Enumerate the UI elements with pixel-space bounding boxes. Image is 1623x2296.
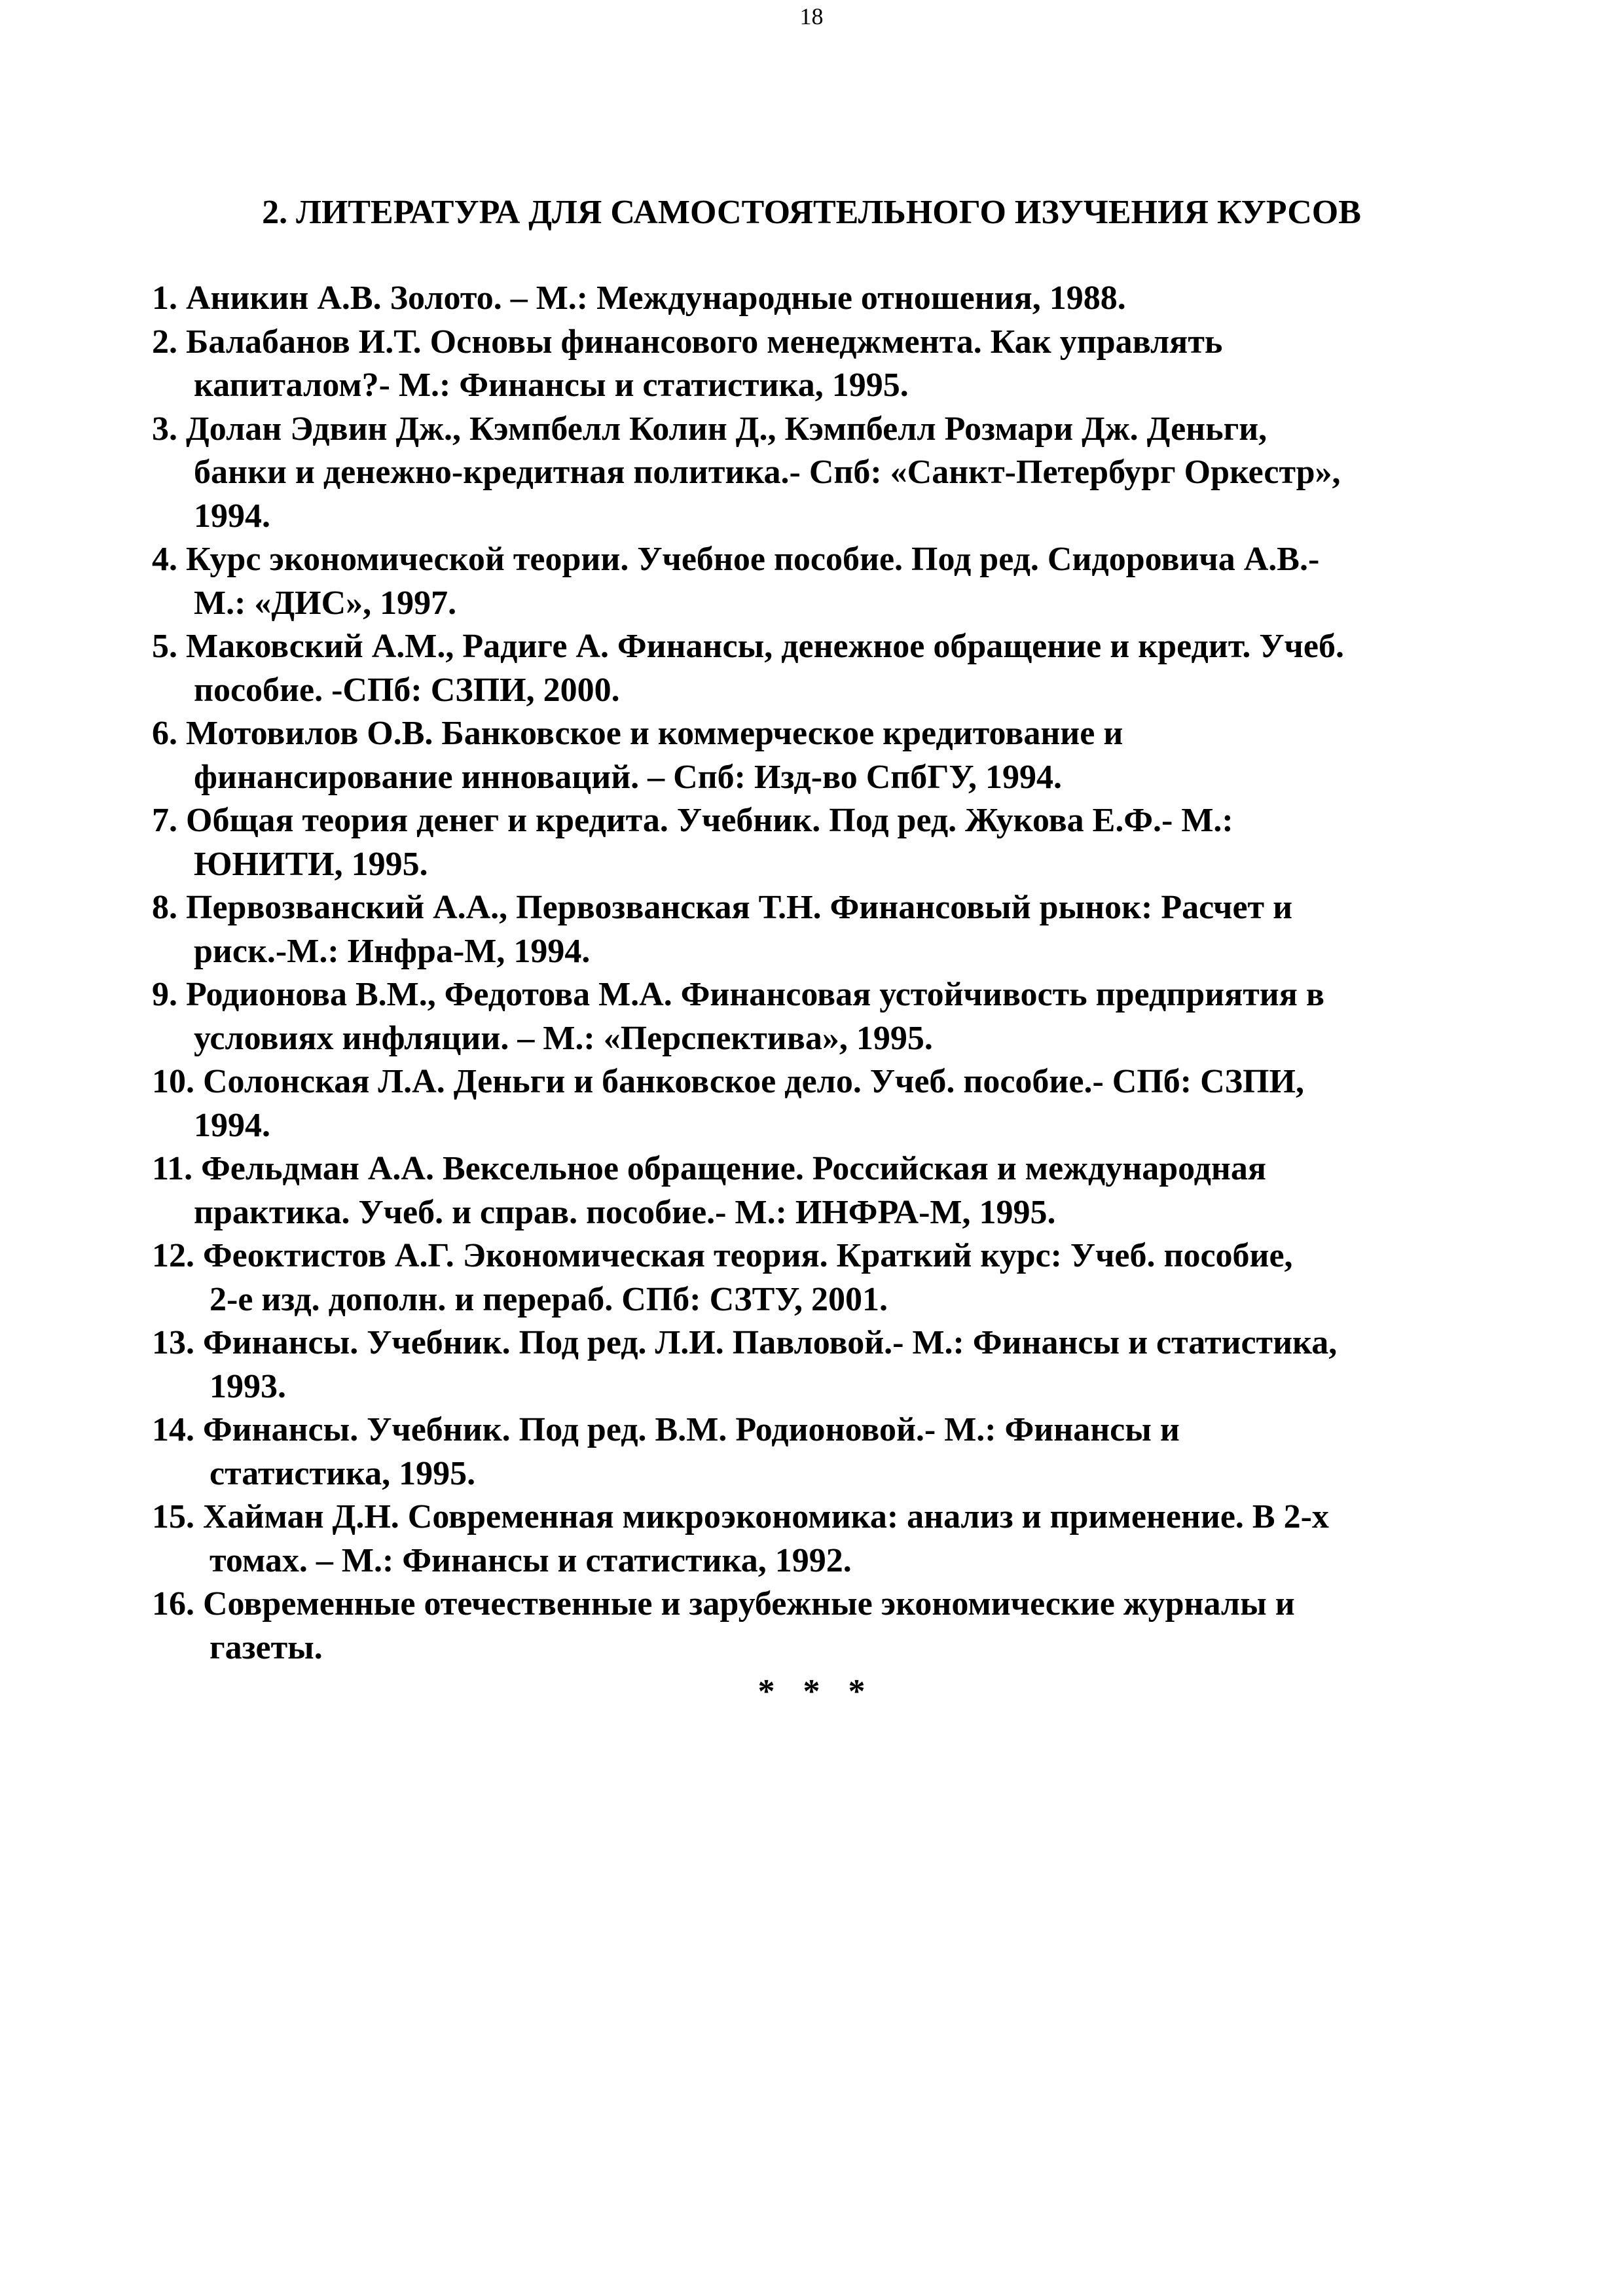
bibliography-line: 15. Хайман Д.Н. Современная микроэкономика: анализ и применение. В 2-х	[152, 1498, 1329, 1535]
page-number: 18	[799, 3, 824, 29]
bibliography-line: банки и денежно-кредитная политика.- Спб: «Санкт-Петербург Оркестр»,	[194, 454, 1341, 491]
bibliography-line: 10. Солонская Л.А. Деньги и банковское дело. Учеб. пособие.- СПб: СЗПИ,	[152, 1063, 1305, 1100]
bibliography-line: 13. Финансы. Учебник. Под ред. Л.И. Павловой.- М.: Финансы и статистика,	[152, 1324, 1338, 1361]
end-mark: * * *	[757, 1673, 866, 1710]
bibliography-item	[152, 712, 1559, 799]
bibliography-item	[152, 973, 1559, 1060]
bibliography-line: капиталом?- М.: Финансы и статистика, 1995.	[194, 367, 909, 404]
bibliography-item	[152, 1321, 1559, 1408]
bibliography-line: ЮНИТИ, 1995.	[194, 845, 428, 883]
bibliography-line: 1994.	[194, 1106, 270, 1144]
bibliography-line: 1994.	[194, 497, 270, 535]
bibliography-item	[152, 886, 1559, 973]
bibliography-line: финансирование инноваций. – Спб: Изд-во СпбГУ, 1994.	[194, 758, 1063, 796]
bibliography-line: 7. Общая теория денег и кредита. Учебник. Под ред. Жукова Е.Ф.- М.:	[152, 802, 1233, 839]
bibliography-line: риск.-М.: Инфра-М, 1994.	[194, 932, 591, 970]
bibliography-line: 1993.	[210, 1367, 286, 1405]
bibliography-item	[152, 625, 1559, 712]
bibliography-line: 12. Феоктистов А.Г. Экономическая теория. Краткий курс: Учеб. пособие,	[152, 1237, 1293, 1274]
bibliography-line: М.: «ДИС», 1997.	[194, 584, 457, 622]
bibliography-item	[152, 1147, 1559, 1234]
bibliography-item	[152, 1234, 1559, 1321]
bibliography-line: 3. Долан Эдвин Дж., Кэмпбелл Колин Д., Кэмпбелл Розмари Дж. Деньги,	[152, 410, 1267, 448]
bibliography-line: пособие. -СПб: СЗПИ, 2000.	[194, 671, 620, 709]
section-title: 2. ЛИТЕРАТУРА ДЛЯ САМОСТОЯТЕЛЬНОГО ИЗУЧЕНИЯ КУРСОВ	[262, 194, 1361, 231]
bibliography-line: 2-е изд. дополн. и перераб. СПб: СЗТУ, 2001.	[210, 1280, 888, 1318]
bibliography-line: 8. Первозванский А.А., Первозванская Т.Н. Финансовый рынок: Расчет и	[152, 889, 1293, 926]
bibliography-line: 16. Современные отечественные и зарубежные экономические журналы и	[152, 1585, 1295, 1623]
bibliography-item	[152, 277, 1559, 321]
bibliography-line: условиях инфляции. – М.: «Перспектива», 1995.	[194, 1019, 933, 1057]
bibliography-item	[152, 538, 1559, 625]
bibliography-line: 6. Мотовилов О.В. Банковское и коммерческое кредитование и	[152, 715, 1123, 752]
bibliography-line: 14. Финансы. Учебник. Под ред. В.М. Родионовой.- М.: Финансы и	[152, 1411, 1180, 1448]
bibliography-line: 4. Курс экономической теории. Учебное пособие. Под ред. Сидоровича А.В.-	[152, 541, 1320, 578]
bibliography-line: практика. Учеб. и справ. пособие.- М.: ИНФРА-М, 1995.	[194, 1193, 1056, 1231]
bibliography-line: газеты.	[210, 1628, 323, 1666]
bibliography-line: 11. Фельдман А.А. Вексельное обращение. Российская и международная	[152, 1150, 1267, 1187]
bibliography-line: 2. Балабанов И.Т. Основы финансового менеджмента. Как управлять	[152, 323, 1223, 361]
bibliography-item	[152, 321, 1559, 408]
bibliography-list	[152, 277, 1559, 1670]
bibliography-item	[152, 1583, 1559, 1670]
bibliography-line: 5. Маковский А.М., Радиге А. Финансы, денежное обращение и кредит. Учеб.	[152, 628, 1344, 665]
bibliography-item	[152, 1408, 1559, 1496]
bibliography-line: 9. Родионова В.М., Федотова М.А. Финансовая устойчивость предприятия в	[152, 976, 1324, 1013]
bibliography-item	[152, 408, 1559, 539]
bibliography-line: томах. – М.: Финансы и статистика, 1992.	[210, 1541, 852, 1579]
bibliography-item	[152, 799, 1559, 886]
bibliography-line: статистика, 1995.	[210, 1454, 476, 1492]
bibliography-item	[152, 1060, 1559, 1147]
bibliography-item	[152, 1496, 1559, 1583]
bibliography-line: 1. Аникин А.В. Золото. – М.: Международные отношения, 1988.	[152, 279, 1126, 317]
